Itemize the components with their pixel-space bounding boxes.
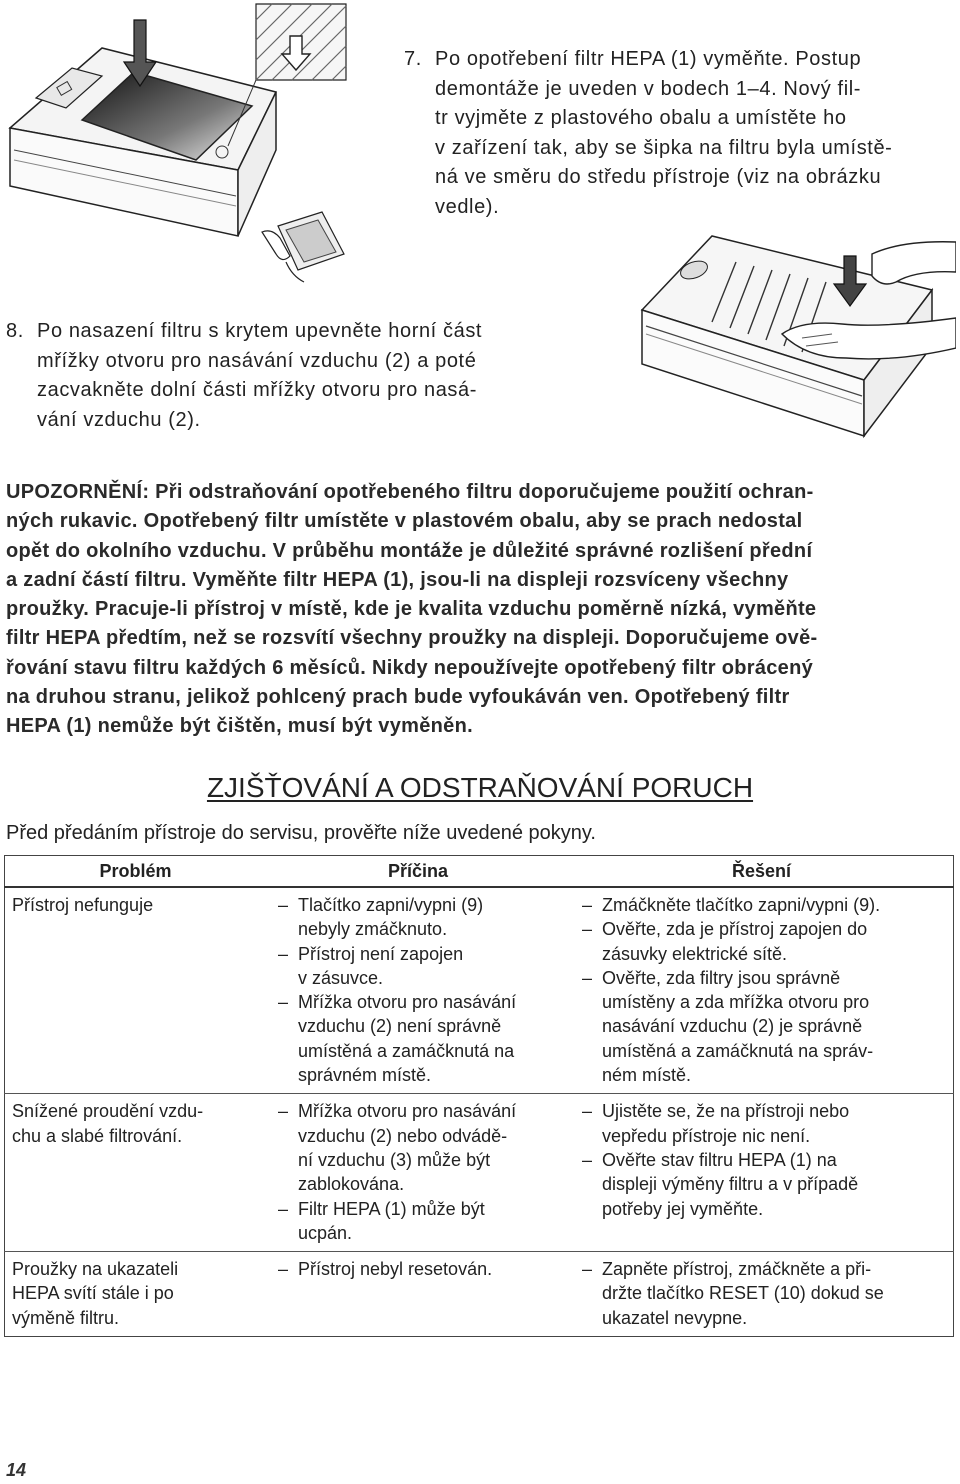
header-problem: Problém xyxy=(5,856,267,888)
dash-bullet: – xyxy=(277,1101,288,1122)
dash-bullet: – xyxy=(581,1259,592,1280)
dash-bullet: – xyxy=(277,1198,288,1219)
list-item: – Přístroj nebyl resetován. xyxy=(266,1257,570,1281)
dash-bullet: – xyxy=(581,895,592,915)
problem-cell: Přístroj nefunguje xyxy=(12,895,154,915)
list-item: – Přístroj není zapojen v zásuvce. xyxy=(266,942,570,991)
list-item: – Mřížka otvoru pro nasávání vzduchu (2) nebo odvádě- ní vzduchu (3) může být zablokována. xyxy=(266,1099,570,1196)
list-item: – Tlačítko zapni/vypni (9) nebyly zmáčknuto. xyxy=(266,893,570,942)
cause-cell xyxy=(266,887,570,1094)
section-intro: Před předáním přístroje do servisu, prověřte níže uvedené pokyny. xyxy=(6,822,596,844)
list-item: – Ujistěte se, že na přístroji nebo vepředu přístroje nic není. xyxy=(570,1099,953,1148)
dash-bullet: – xyxy=(277,1259,288,1280)
dash-bullet: – xyxy=(581,1149,592,1170)
dash-bullet: – xyxy=(581,1101,592,1122)
dash-bullet: – xyxy=(277,992,288,1013)
dash-bullet: – xyxy=(277,895,288,915)
list-item: – Filtr HEPA (1) může být ucpán. xyxy=(266,1197,570,1246)
section-title: ZJIŠŤOVÁNÍ A ODSTRAŇOVÁNÍ PORUCH xyxy=(206,772,754,803)
step-8-text: Po nasazení filtru s krytem upevněte horní část mřížky otvoru pro nasávání vzduchu (2) a poté zacvakněte dolní části mřížky otvoru pro nasá- vání vzduchu (2). xyxy=(37,320,483,431)
problem-cell: Proužky na ukazateli HEPA svítí stále i po výměně filtru. xyxy=(5,1252,267,1337)
list-item: – Zmáčkněte tlačítko zapni/vypni (9). xyxy=(570,893,953,917)
header-cause: Příčina xyxy=(266,856,570,888)
list-item: – Ověřte, zda je přístroj zapojen do zásuvky elektrické sítě. xyxy=(570,917,953,966)
troubleshooting-table xyxy=(4,855,954,1337)
problem-cell: Snížené proudění vzdu- chu a slabé filtrování. xyxy=(5,1094,267,1252)
page-number: 14 xyxy=(6,1460,27,1480)
step-7-number: 7. xyxy=(404,48,422,70)
table-row xyxy=(5,1252,954,1337)
solution-cell xyxy=(570,1094,954,1252)
list-item: – Zapněte přístroj, zmáčkněte a při- držte tlačítko RESET (10) dokud se ukazatel nevypne. xyxy=(570,1257,953,1330)
step-7 xyxy=(404,45,956,222)
step-8 xyxy=(6,317,566,435)
dash-bullet: – xyxy=(581,967,592,988)
table-header-row xyxy=(5,856,954,888)
cause-cell xyxy=(266,1094,570,1252)
table-row xyxy=(5,887,954,1094)
solution-cell xyxy=(570,887,954,1094)
list-item: – Mřížka otvoru pro nasávání vzduchu (2) není správně umístěná a zamáčknutá na správném místě. xyxy=(266,990,570,1087)
step-7-text: Po opotřebení filtr HEPA (1) vyměňte. Postup demontáže je uveden v bodech 1–4. Nový fil- tr vyjměte z plastového obalu a umístěte ho v zařízení tak, aby se šipka na filtru byla umístě- ná ve směru do středu přístroje (viz na obrázku vedle). xyxy=(435,48,893,218)
list-item: – Ověřte, zda filtry jsou správně umístěny a zda mřížka otvoru pro nasávání vzduchu (2) je správně umístěná a zamáčknutá na správ- ném místě. xyxy=(570,966,953,1087)
grille-installation-illustration xyxy=(632,226,956,448)
header-solution: Řešení xyxy=(570,856,954,888)
cause-cell xyxy=(266,1252,570,1337)
warning-paragraph: UPOZORNĚNÍ: Při odstraňování opotřebeného filtru doporučujeme použití ochran- ných rukavic. Opotřebený filtr umístěte v plastovém obalu, aby se prach nedostal opět do okolního vzduchu. V průběhu montáže je důležité správné rozlišení přední a zadní částí filtru. Vyměňte filtr HEPA (1), jsou-li na displeji rozsvíceny všechny proužky. Pracuje-li přístroj v místě, kde je kvalita vzduchu poměrně nízká, vyměňte filtr HEPA předtím, než se rozsvítí všechny proužky na displeji. Doporučujeme ově- řování stavu filtru každých 6 měsíců. Nikdy nepoužívejte opotřebený filtr obrácený na druhou stranu, jelikož pohlcený prach bude vyfoukáván ven. Opotřebený filtr HEPA (1) nemůže být čištěn, musí být vyměněn. xyxy=(6,481,818,738)
table-row xyxy=(5,1094,954,1252)
step-8-number: 8. xyxy=(6,320,24,342)
dash-bullet: – xyxy=(277,943,288,964)
dash-bullet: – xyxy=(581,919,592,940)
filter-replacement-illustration xyxy=(6,0,370,296)
solution-cell xyxy=(570,1252,954,1337)
list-item: – Ověřte stav filtru HEPA (1) na displeji výměny filtru a v případě potřeby jej vyměňte. xyxy=(570,1148,953,1221)
